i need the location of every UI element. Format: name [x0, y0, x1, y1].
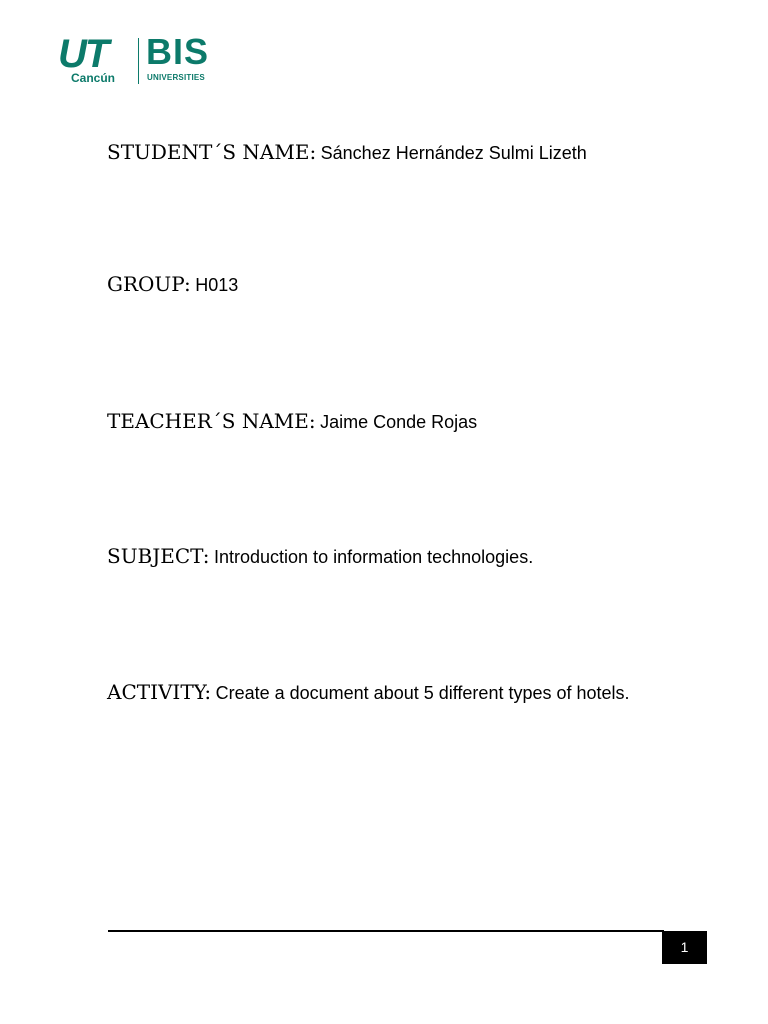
page-number: 1 — [662, 931, 707, 964]
student-name-value: Sánchez Hernández Sulmi Lizeth — [320, 143, 587, 163]
teacher-name-field — [107, 407, 647, 438]
group-field — [107, 270, 647, 301]
student-name-label: STUDENT´S NAME: — [107, 140, 317, 164]
group-value: H013 — [195, 275, 239, 295]
student-name-field — [107, 138, 647, 169]
logo-ut-text: UT — [58, 32, 108, 76]
activity-field — [107, 678, 647, 709]
teacher-name-label: TEACHER´S NAME: — [107, 409, 316, 433]
activity-label: ACTIVITY: — [107, 680, 212, 704]
group-label: GROUP: — [107, 272, 191, 296]
subject-label: SUBJECT: — [107, 544, 210, 568]
teacher-name-value: Jaime Conde Rojas — [320, 412, 478, 432]
activity-value: Create a document about 5 different types of hotels. — [215, 683, 630, 703]
subject-field — [107, 542, 647, 573]
logo-divider — [138, 38, 139, 84]
logo-universities-text: UNIVERSITIES — [147, 73, 205, 82]
logo-bis-text: BIS — [146, 31, 210, 72]
subject-value: Introduction to information technologies. — [214, 547, 534, 567]
logo-cancun-text: Cancún — [71, 71, 116, 85]
university-logo — [56, 31, 216, 90]
footer-rule — [108, 930, 664, 932]
